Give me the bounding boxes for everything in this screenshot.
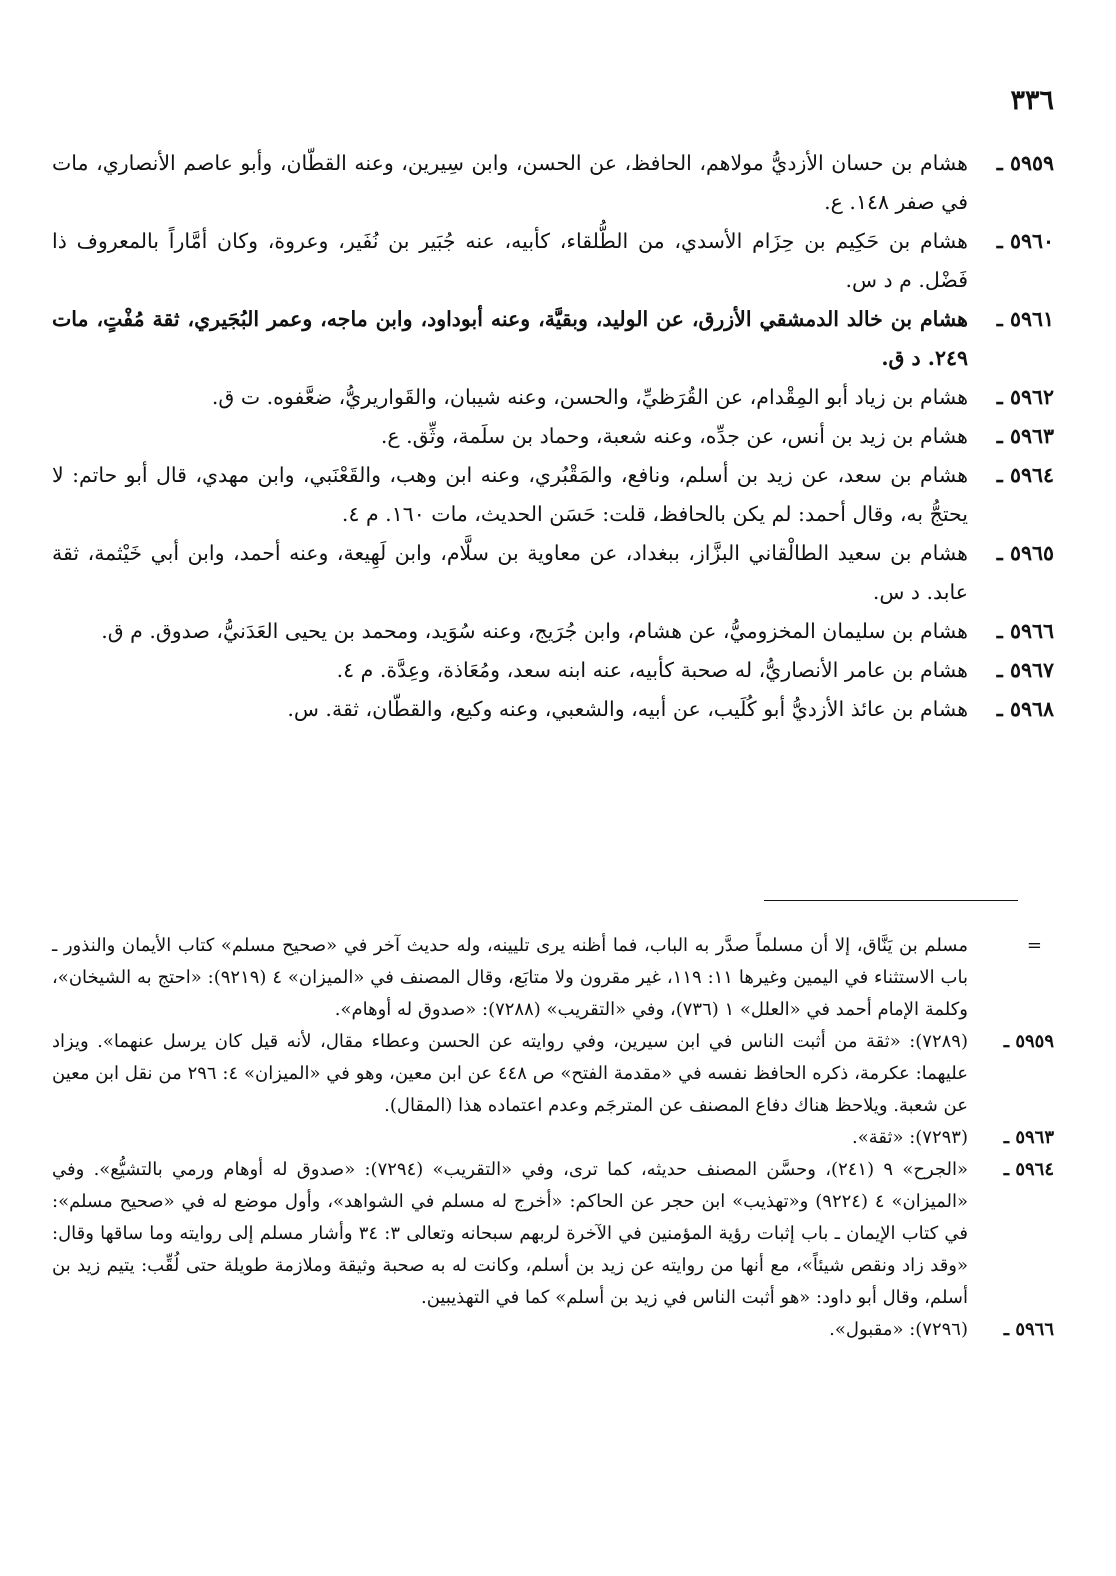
footnote-number: ٥٩٥٩ ـ bbox=[1003, 1031, 1054, 1052]
continuation-mark: = bbox=[1026, 935, 1042, 956]
entry-number: ٥٩٦٦ ـ bbox=[996, 619, 1054, 643]
entry-text: هشام بن خالد الدمشقي الأزرق، عن الوليد، وبقيَّة، وعنه أبوداود، وابن ماجه، وعمر البُجَيري، ثقة مُفْتٍ، مات ٢٤٩. د ق. bbox=[52, 307, 968, 370]
entry-number: ٥٩٦١ ـ bbox=[996, 307, 1054, 331]
entry-text: هشام بن حسان الأزديُّ مولاهم، الحافظ، عن الحسن، وابن سِيرين، وعنه القطّان، وأبو عاصم الأنصاري، مات في صفر ١٤٨. ع. bbox=[52, 151, 968, 214]
page-number: ٣٣٦ bbox=[1010, 85, 1054, 116]
entry-5967 bbox=[52, 651, 1054, 690]
footnote-text: «الجرح» ٩ (٢٤١)، وحسَّن المصنف حديثه، كما ترى، وفي «التقريب» (٧٢٩٤): «صدوق له أوهام ورمي بالتشيُّع». وفي «الميزان» ٤ (٩٢٢٤) و«تهذيب» ابن حجر عن الحاكم: «أخرج له مسلم في الشواهد»، وأول موضع له في «صحيح مسلم»: في كتاب الإيمان ـ باب إثبات رؤية المؤمنين في الآخرة لربهم سبحانه وتعالى ٣: ٣٤ وأشار مسلم إلى روايته وما ساقها وقال: «وقد زاد ونقص شيئاً»، مع أنها من روايته عن زيد بن أسلم، وكانت له به صحبة وثيقة وملازمة طويلة حتى لُقِّب: يتيم زيد بن أسلم، وقال أبو داود: «هو أثبت الناس في زيد بن أسلم» كما في التهذيبين. bbox=[52, 1159, 969, 1308]
footnote-5959 bbox=[52, 1026, 1054, 1122]
footnote-number: ٥٩٦٦ ـ bbox=[1003, 1319, 1054, 1340]
entry-5963 bbox=[52, 417, 1054, 456]
footnote-text: (٧٢٨٩): «ثقة من أثبت الناس في ابن سيرين، وفي روايته عن الحسن وعطاء مقال، لأنه قيل كان يرسل عنهما». ويزاد عليهما: عكرمة، ذكره الحافظ نفسه في «مقدمة الفتح» ص ٤٤٨ عن ابن معين، وهو في «الميزان» ٤: ٢٩٦ من نقل ابن معين عن شعبة. ويلاحظ هناك دفاع المصنف عن المترجَم وعدم اعتماده هذا (المقال). bbox=[52, 1031, 968, 1116]
entry-5966 bbox=[52, 612, 1054, 651]
entry-5968 bbox=[52, 690, 1054, 729]
entry-number: ٥٩٦٥ ـ bbox=[996, 541, 1054, 565]
footnote-divider bbox=[764, 900, 1018, 901]
entry-5965 bbox=[52, 534, 1054, 612]
footnote-5963 bbox=[52, 1122, 1054, 1154]
footnote-text: (٧٢٩٣): «ثقة». bbox=[851, 1127, 968, 1148]
entry-5960 bbox=[52, 222, 1054, 300]
entry-text: هشام بن سليمان المخزوميُّ، عن هشام، وابن جُرَيج، وعنه سُوَيد، ومحمد بن يحيى العَدَنيُّ، صدوق. م ق. bbox=[101, 619, 968, 643]
footnote-continuation bbox=[52, 930, 1054, 1026]
footnotes bbox=[52, 930, 1054, 1346]
entry-text: هشام بن سعيد الطالْقاني البزَّاز، ببغداد، عن معاوية بن سلَّام، وابن لَهِيعة، وعنه أحمد، وابن أبي خَيْثمة، ثقة عابد. د س. bbox=[52, 541, 968, 604]
entry-text: هشام بن حَكِيم بن حِزَام الأسدي، من الطُّلقاء، كأبيه، عنه جُبَير بن نُفَير، وعروة، وكان أمَّاراً بالمعروف ذا فَضْل. م د س. bbox=[52, 229, 968, 292]
entry-text: هشام بن سعد، عن زيد بن أسلم، ونافع، والمَقْبُري، وعنه ابن وهب، والقَعْنَبي، وابن مهدي، قال أبو حاتم: لا يحتجُّ به، وقال أحمد: لم يكن بالحافظ، قلت: حَسَن الحديث، مات ١٦٠. م ٤. bbox=[52, 463, 968, 526]
entry-5959 bbox=[52, 144, 1054, 222]
entry-text: هشام بن عائذ الأزديُّ أبو كُلَيب، عن أبيه، والشعبي، وعنه وكيع، والقطّان، ثقة. س. bbox=[287, 697, 968, 721]
footnote-number: ٥٩٦٣ ـ bbox=[1003, 1127, 1054, 1148]
entry-5961 bbox=[52, 300, 1054, 378]
footnote-text: (٧٢٩٦): «مقبول». bbox=[829, 1319, 968, 1340]
entry-number: ٥٩٦٢ ـ bbox=[996, 385, 1054, 409]
entry-text: هشام بن زياد أبو المِقْدام، عن القُرَظيِّ، والحسن، وعنه شيبان، والقَواريريُّ، ضعَّفوه. ت ق. bbox=[211, 385, 968, 409]
footnote-5964 bbox=[52, 1154, 1054, 1314]
entry-number: ٥٩٦٨ ـ bbox=[996, 697, 1054, 721]
entry-number: ٥٩٦٠ ـ bbox=[996, 229, 1054, 253]
footnote-5966 bbox=[52, 1314, 1054, 1346]
entry-number: ٥٩٦٧ ـ bbox=[996, 658, 1054, 682]
entry-text: هشام بن عامر الأنصاريُّ، له صحبة كأبيه، عنه ابنه سعد، ومُعَاذة، وعِدَّة. م ٤. bbox=[336, 658, 968, 682]
footnote-text: مسلم بن يَنَّاق، إلا أن مسلماً صدَّر به الباب، فما أظنه يرى تليينه، وله حديث آخر في «صحيح مسلم» كتاب الأيمان والنذور ـ باب الاستثناء في اليمين وغيرها ١١: ١١٩، غير مقرون ولا متابَع، وقال المصنف في «الميزان» ٤ (٩٢١٩): «احتج به الشيخان»، وكلمة الإمام أحمد في «العلل» ١ (٧٣٦)، وفي «التقريب» (٧٢٨٨): «صدوق له أوهام». bbox=[52, 935, 968, 1020]
entry-number: ٥٩٦٣ ـ bbox=[996, 424, 1054, 448]
entry-text: هشام بن زيد بن أنس، عن جدِّه، وعنه شعبة، وحماد بن سلَمة، وثِّق. ع. bbox=[380, 424, 968, 448]
entry-5962 bbox=[52, 378, 1054, 417]
entry-number: ٥٩٥٩ ـ bbox=[996, 151, 1054, 175]
footnote-number: ٥٩٦٤ ـ bbox=[1003, 1159, 1054, 1180]
entry-number: ٥٩٦٤ ـ bbox=[996, 463, 1054, 487]
entry-5964 bbox=[52, 456, 1054, 534]
main-entries bbox=[52, 144, 1054, 729]
